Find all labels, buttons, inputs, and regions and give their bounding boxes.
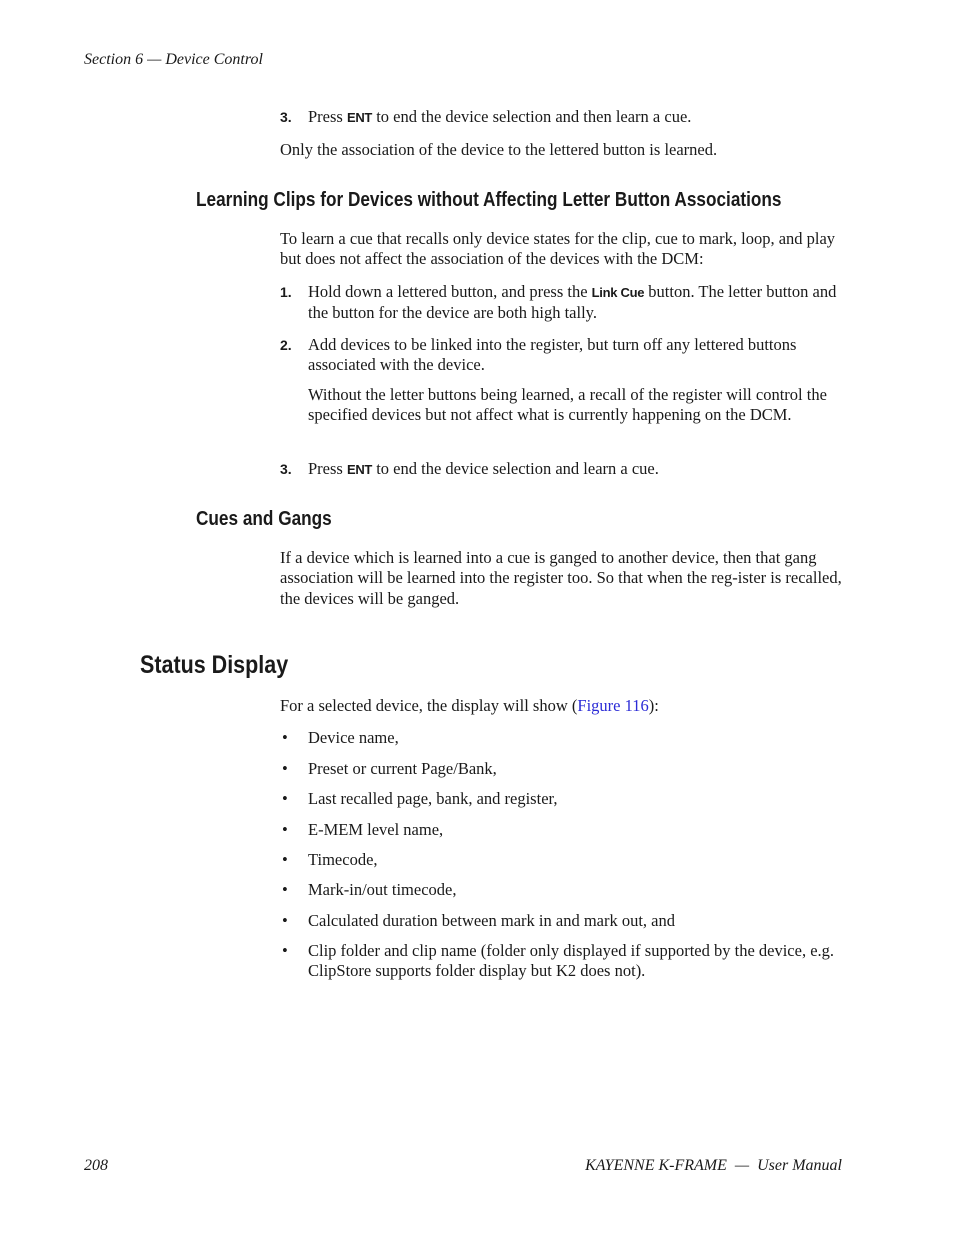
bullet-icon: •	[282, 789, 288, 808]
manual-title: KAYENNE K-FRAME — User Manual	[585, 1157, 842, 1174]
list-item: • Preset or current Page/Bank,	[282, 759, 497, 778]
section-heading-learning-clips: Learning Clips for Devices without Affecting Letter Button Associations	[196, 189, 782, 211]
learning-step-2	[280, 335, 845, 376]
key-label: ENT	[346, 110, 373, 125]
page-number: 208	[84, 1157, 108, 1174]
figure-link[interactable]: Figure 116	[577, 696, 649, 715]
learning-clips-para: To learn a cue that recalls only device states for the clip, cue to mark, loop, and play but does not affect the association of the devices with the DCM:	[280, 229, 836, 269]
intro-note: Only the association of the device to the lettered button is learned.	[280, 140, 718, 159]
key-label: ENT	[346, 462, 373, 477]
step-text: Hold down a lettered button, and press the Link Cue button. The letter button and the button for the device are both high tally.	[308, 282, 837, 323]
step-number: 2.	[280, 337, 292, 353]
list-item: • Timecode,	[282, 850, 378, 869]
step-text: Press ENT to end the device selection and learn a cue.	[308, 459, 659, 478]
bullet-icon: •	[282, 759, 288, 778]
running-header: Section 6 — Device Control	[84, 51, 263, 68]
bullet-icon: •	[282, 941, 288, 960]
list-item: • Last recalled page, bank, and register,	[282, 789, 558, 808]
section-heading-status-display: Status Display	[140, 651, 289, 679]
step-number: 3.	[280, 461, 292, 477]
cues-gangs-para: If a device which is learned into a cue is ganged to another device, then that gang association will be learned into the register too. So that when the reg-ister is recalled, the devices will be ganged.	[280, 548, 842, 608]
key-label: Link Cue	[591, 285, 645, 300]
bullet-icon: •	[282, 728, 288, 747]
list-item: • Device name,	[282, 728, 399, 747]
list-item: • E-MEM level name,	[282, 820, 444, 839]
bullet-icon: •	[282, 880, 288, 899]
intro-step-3	[280, 107, 845, 128]
bullet-icon: •	[282, 850, 288, 869]
bullet-icon: •	[282, 911, 288, 930]
step-number: 1.	[280, 284, 292, 300]
learning-step-1	[280, 282, 845, 324]
status-display-para: For a selected device, the display will show (Figure 116):	[280, 696, 659, 715]
step-text: Add devices to be linked into the register, but turn off any lettered buttons associated with the device.	[308, 335, 797, 375]
list-item: • Mark-in/out timecode,	[282, 880, 457, 899]
list-item: • Clip folder and clip name (folder only displayed if supported by the device, e.g. ClipStore supports folder display but K2 does not).	[282, 941, 835, 981]
bullet-icon: •	[282, 820, 288, 839]
learning-step-3	[280, 459, 845, 480]
learning-step-2-note: Without the letter buttons being learned, a recall of the register will control the specified devices but not affect what is currently happening on the DCM.	[308, 385, 827, 425]
step-text: Press ENT to end the device selection and then learn a cue.	[308, 107, 692, 126]
step-number: 3.	[280, 109, 292, 125]
section-heading-cues-gangs: Cues and Gangs	[196, 508, 332, 530]
list-item: • Calculated duration between mark in and mark out, and	[282, 911, 676, 930]
